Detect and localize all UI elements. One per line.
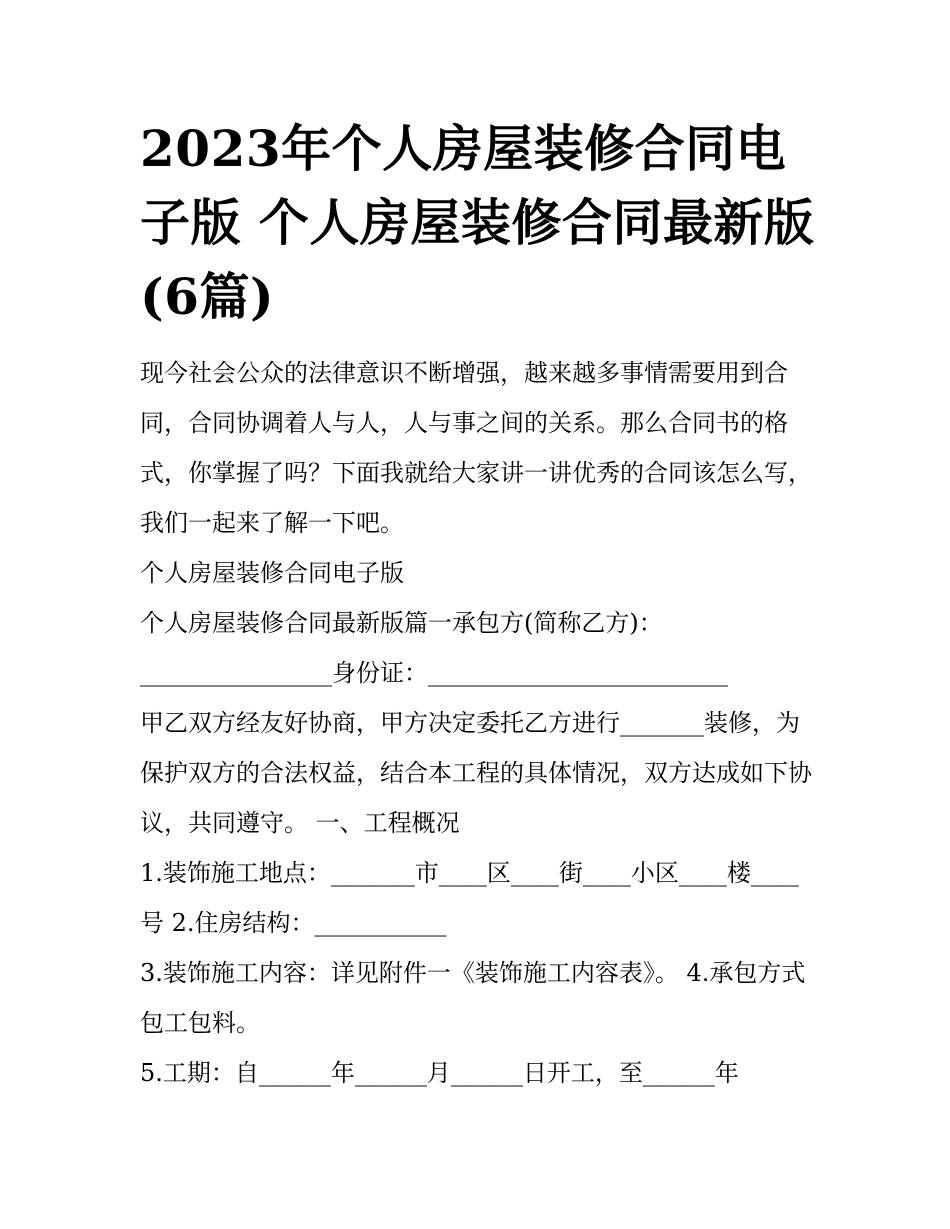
clause-location: 1.装饰施工地点：_______市____区____街____小区____楼____号 2.住房结构：___________ — [140, 859, 799, 937]
intro-paragraph: 现今社会公众的法律意识不断增强，越来越多事情需要用到合同，合同协调着人与人，人与事之间的关系。那么合同书的格式，你掌握了吗？下面我就给大家讲一讲优秀的合同该怎么写，我们一起来了解一下吧。 — [140, 359, 812, 537]
contractor-line: 个人房屋装修合同最新版篇一承包方(简称乙方)： — [140, 609, 663, 637]
id-blank-line: ________________身份证：_________________________ — [140, 659, 728, 687]
agreement-paragraph: 甲乙双方经友好协商，甲方决定委托乙方进行_______装修，为保护双方的合法权益，结合本工程的具体情况，双方达成如下协议，共同遵守。 一、工程概况 — [140, 709, 812, 837]
clause-content: 3.装饰施工内容：详见附件一《装饰施工内容表》。 4.承包方式包工包料。 — [140, 959, 806, 1037]
document-page — [140, 112, 820, 1098]
section-heading: 个人房屋装修合同电子版 — [140, 559, 404, 587]
document-title: 2023年个人房屋装修合同电子版 个人房屋装修合同最新版(6篇) — [140, 119, 815, 326]
clause-period: 5.工期：自______年______月______日开工，至______年 — [140, 1059, 739, 1087]
